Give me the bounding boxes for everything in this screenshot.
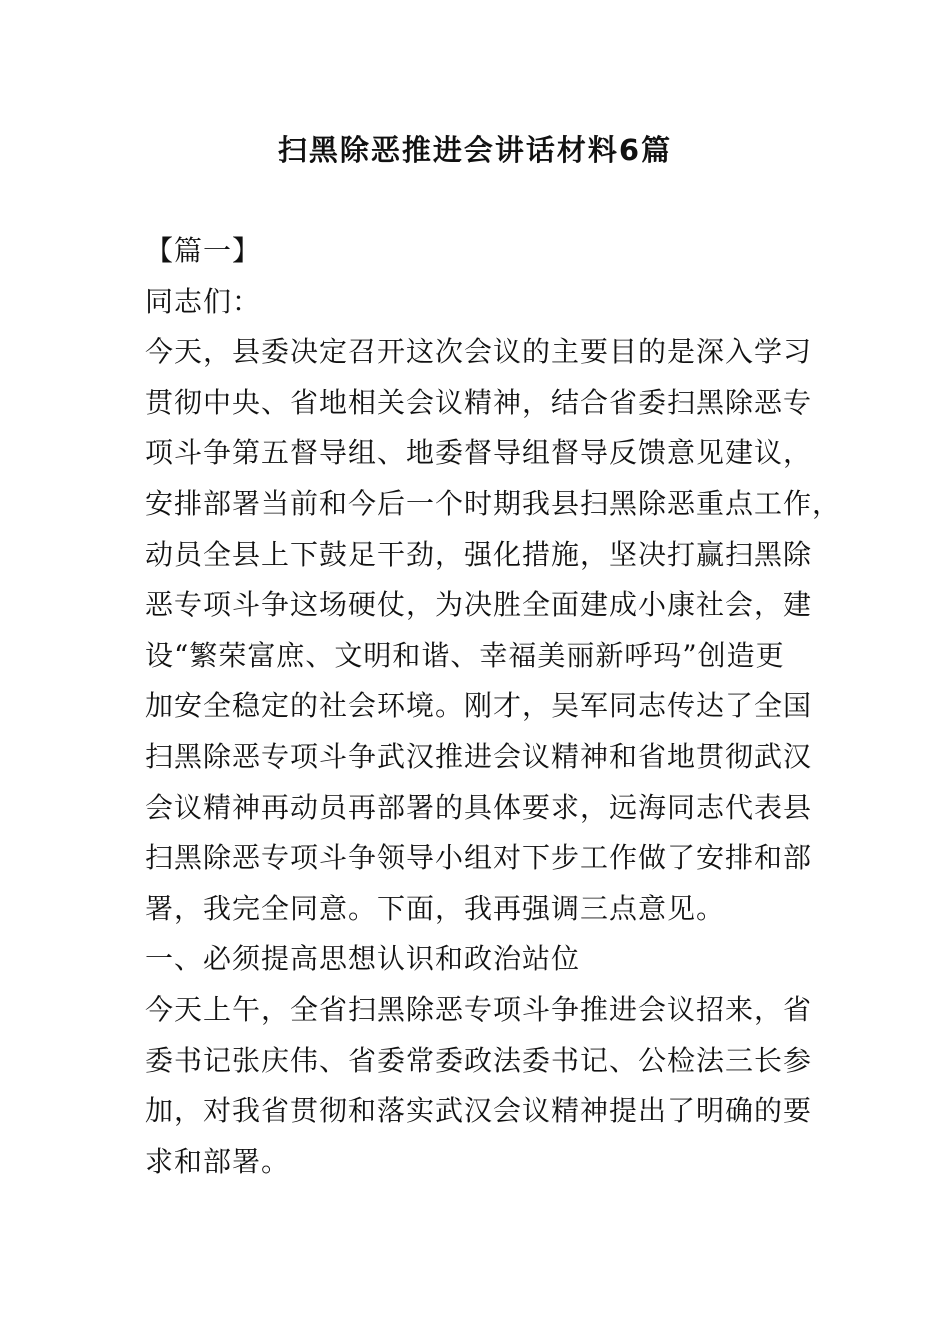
paragraph-line: 会议精神再动员再部署的具体要求，远海同志代表县 (145, 790, 813, 824)
paragraph-line: 今天上午，全省扫黑除恶专项斗争推进会议招来，省 (145, 992, 813, 1026)
section-heading-one: 一、必须提高思想认识和政治站位 (145, 942, 581, 976)
document-title: 扫黑除恶推进会讲话材料6篇 (277, 133, 673, 167)
paragraph-line: 恶专项斗争这场硬仗，为决胜全面建成小康社会，建 (145, 588, 813, 622)
paragraph-line: 署，我完全同意。下面，我再强调三点意见。 (145, 891, 726, 925)
paragraph-line: 动员全县上下鼓足干劲，强化措施，坚决打赢扫黑除 (145, 537, 813, 571)
paragraph-line: 今天，县委决定召开这次会议的主要目的是深入学习 (145, 335, 813, 369)
document-body (145, 226, 842, 1187)
section-heading-part-one: 【篇一】 (145, 234, 262, 267)
paragraph-line: 安排部署当前和今后一个时期我县扫黑除恶重点工作， (145, 486, 842, 520)
paragraph-line: 加，对我省贯彻和落实武汉会议精神提出了明确的要 (145, 1094, 813, 1128)
paragraph-line: 委书记张庆伟、省委常委政法委书记、公检法三长参 (145, 1043, 813, 1077)
salutation: 同志们： (145, 284, 262, 318)
paragraph-line: 设“繁荣富庶、文明和谐、幸福美丽新呼玛”创造更 (145, 638, 785, 672)
paragraph-line: 贯彻中央、省地相关会议精神，结合省委扫黑除恶专 (145, 385, 813, 419)
paragraph-line: 加安全稳定的社会环境。刚才，吴军同志传达了全国 (145, 689, 813, 723)
paragraph-line: 求和部署。 (145, 1144, 291, 1178)
paragraph-line: 扫黑除恶专项斗争领导小组对下步工作做了安排和部 (145, 841, 813, 875)
paragraph-line: 扫黑除恶专项斗争武汉推进会议精神和省地贯彻武汉 (145, 739, 813, 773)
paragraph-line: 项斗争第五督导组、地委督导组督导反馈意见建议， (145, 436, 813, 470)
